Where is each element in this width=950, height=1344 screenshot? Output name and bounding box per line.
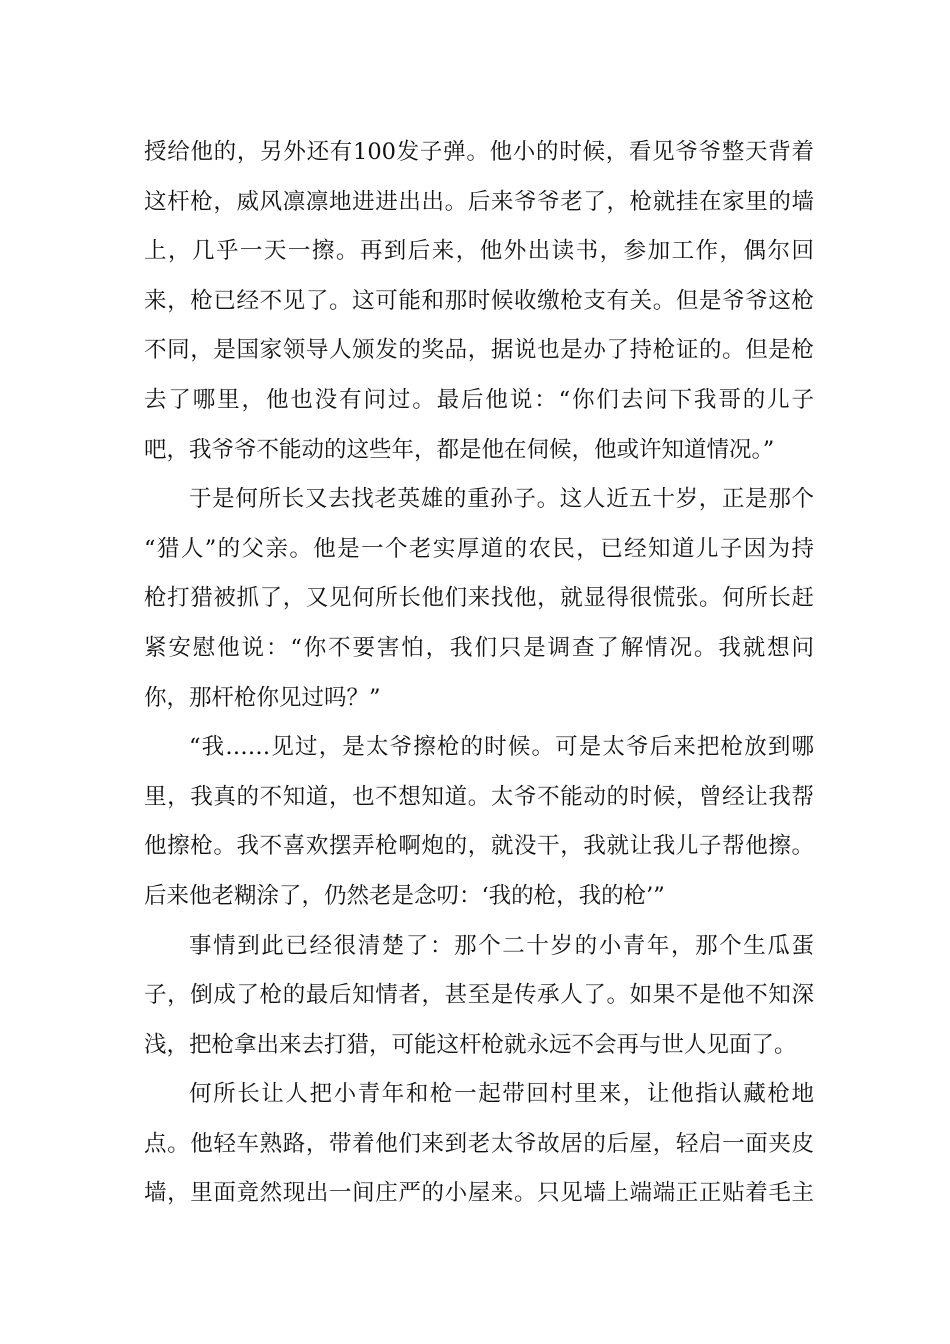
text-line: 不同，是国家领导人颁发的奖品，据说也是办了持枪证的。但是枪 [144,337,814,364]
text-line: “我……见过，是太爷擦枪的时候。可是太爷后来把枪放到哪 [189,734,814,761]
text-line: 子，倒成了枪的最后知情者，甚至是传承人了。如果不是他不知深 [144,982,814,1009]
text-line: 授给他的，另外还有100发子弹。他小的时候，看见爷爷整天背着 [144,139,814,165]
text-line: 点。他轻车熟路，带着他们来到老太爷故居的后屋，轻启一面夹皮 [144,1130,814,1157]
text-line: 你，那杆枪你见过吗？” [144,684,381,711]
body-text [144,128,814,1219]
text-line: 后来他老糊涂了，仍然老是念叨：‘我的枪，我的枪’” [144,882,665,909]
text-line: 上，几乎一天一擦。再到后来，他外出读书，参加工作，偶尔回 [144,238,814,265]
text-line: 于是何所长又去找老英雄的重孙子。这人近五十岁，正是那个 [189,486,814,513]
text-line: 紧安慰他说：“你不要害怕，我们只是调查了解情况。我就想问 [144,634,814,661]
text-line: 浅，把枪拿出来去打猎，可能这杆枪就永远不会再与世人见面了。 [144,1031,797,1058]
text-line: 他擦枪。我不喜欢摆弄枪啊炮的，就没干，我就让我儿子帮他擦。 [144,833,814,860]
text-line: 去了哪里，他也没有问过。最后他说：“你们去问下我哥的儿子 [144,386,814,413]
text-line: 何所长让人把小青年和枪一起带回村里来，让他指认藏枪地 [189,1081,814,1108]
text-line: 来，枪已经不见了。这可能和那时候收缴枪支有关。但是爷爷这枪 [144,287,814,314]
text-line: 里，我真的不知道，也不想知道。太爷不能动的时候，曾经让我帮 [144,783,814,810]
text-line: 枪打猎被抓了，又见何所长他们来找他，就显得很慌张。何所长赶 [144,585,814,612]
text-line: 事情到此已经很清楚了：那个二十岁的小青年，那个生瓜蛋 [189,932,814,959]
text-line: 墙，里面竟然现出一间庄严的小屋来。只见墙上端端正正贴着毛主 [144,1180,814,1207]
text-line: 这杆枪，威风凛凛地进进出出。后来爷爷老了，枪就挂在家里的墙 [144,188,814,215]
text-line: 吧，我爷爷不能动的这些年，都是他在伺候，他或许知道情况。” [144,436,775,463]
text-line: “猎人”的父亲。他是一个老实厚道的农民，已经知道儿子因为持 [144,535,814,562]
